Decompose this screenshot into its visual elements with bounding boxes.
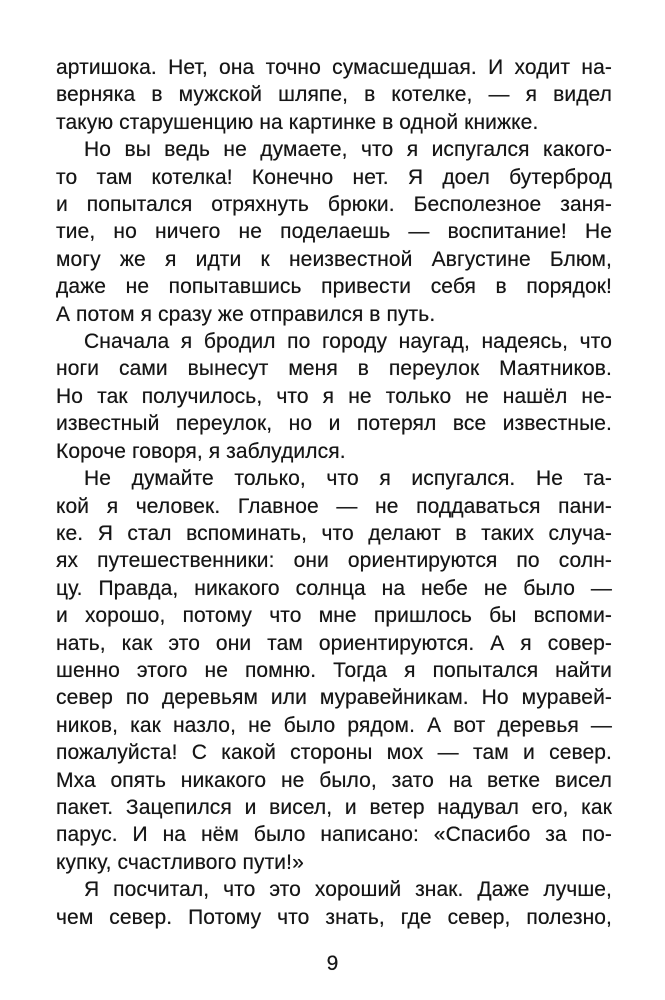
text-line: Я посчитал, что это хороший знак. Даже лучше, xyxy=(84,878,612,902)
text-line: тие, но ничего не поделаешь — воспитание! Не xyxy=(56,220,612,244)
text-line: кой я человек. Главное — не поддаваться пани- xyxy=(56,494,612,518)
text-line: даже не попытавшись привести себя в порядок! xyxy=(56,275,612,299)
paragraph xyxy=(56,328,612,465)
text-line: могу же я идти к неизвестной Августине Блюм, xyxy=(56,247,612,271)
text-line: парус. И на нём было написано: «Спасибо за по- xyxy=(56,823,612,847)
text-line: Короче говоря, я заблудился. xyxy=(56,439,346,463)
text-line: ях путешественники: они ориентируются по солн- xyxy=(56,549,612,573)
text-line: известный переулок, но и потерял все известные. xyxy=(56,412,612,436)
text-line: нать, как это они там ориентируются. А я совер- xyxy=(56,631,612,655)
text-line: Мха опять никакого не было, зато на ветке висел xyxy=(56,768,612,792)
text-line: Не думайте только, что я испугался. Не та- xyxy=(84,467,612,491)
text-line: ке. Я стал вспоминать, что делают в таких случа- xyxy=(56,521,612,545)
paragraph xyxy=(56,465,612,876)
text-line: пакет. Зацепился и висел, и ветер надувал его, как xyxy=(56,795,612,819)
page-number: 9 xyxy=(326,952,339,975)
paragraph xyxy=(56,136,612,328)
text-line: чем север. Потому что знать, где север, полезно, xyxy=(56,905,612,929)
text-line: север по деревьям или муравейникам. Но муравей- xyxy=(56,686,612,710)
text-line: Сначала я бродил по городу наугад, надеясь, что xyxy=(84,330,612,354)
text-line: и попытался отряхнуть брюки. Бесполезное заня- xyxy=(56,193,612,217)
text-line: Но так получилось, что я не только не нашёл не- xyxy=(56,384,612,408)
text-line: пожалуйста! С какой стороны мох — там и север. xyxy=(56,741,612,765)
text-line: купку, счастливого пути!» xyxy=(56,850,304,874)
text-line: шенно этого не помню. Тогда я попытался найти xyxy=(56,658,612,682)
text-line: то там котелка! Конечно нет. Я доел бутерброд xyxy=(56,165,612,189)
text-line: артишока. Нет, она точно сумасшедшая. И ходит на- xyxy=(56,56,612,79)
text-line: Но вы ведь не думаете, что я испугался какого- xyxy=(84,138,612,162)
paragraph xyxy=(56,54,612,136)
text-line: верняка в мужской шляпе, в котелке, — я видел xyxy=(56,83,612,107)
text-block xyxy=(56,54,612,931)
text-line: и хорошо, потому что мне пришлось бы вспоми- xyxy=(56,604,612,628)
text-line: такую старушенцию на картинке в одной книжке. xyxy=(56,110,539,134)
text-line: ников, как назло, не было рядом. А вот деревья — xyxy=(56,713,612,737)
text-line: ноги сами вынесут меня в переулок Маятников. xyxy=(56,357,612,381)
paragraph xyxy=(56,876,612,931)
text-line: А потом я сразу же отправился в путь. xyxy=(56,302,436,326)
text-line: цу. Правда, никакого солнца на небе не было — xyxy=(56,576,612,600)
